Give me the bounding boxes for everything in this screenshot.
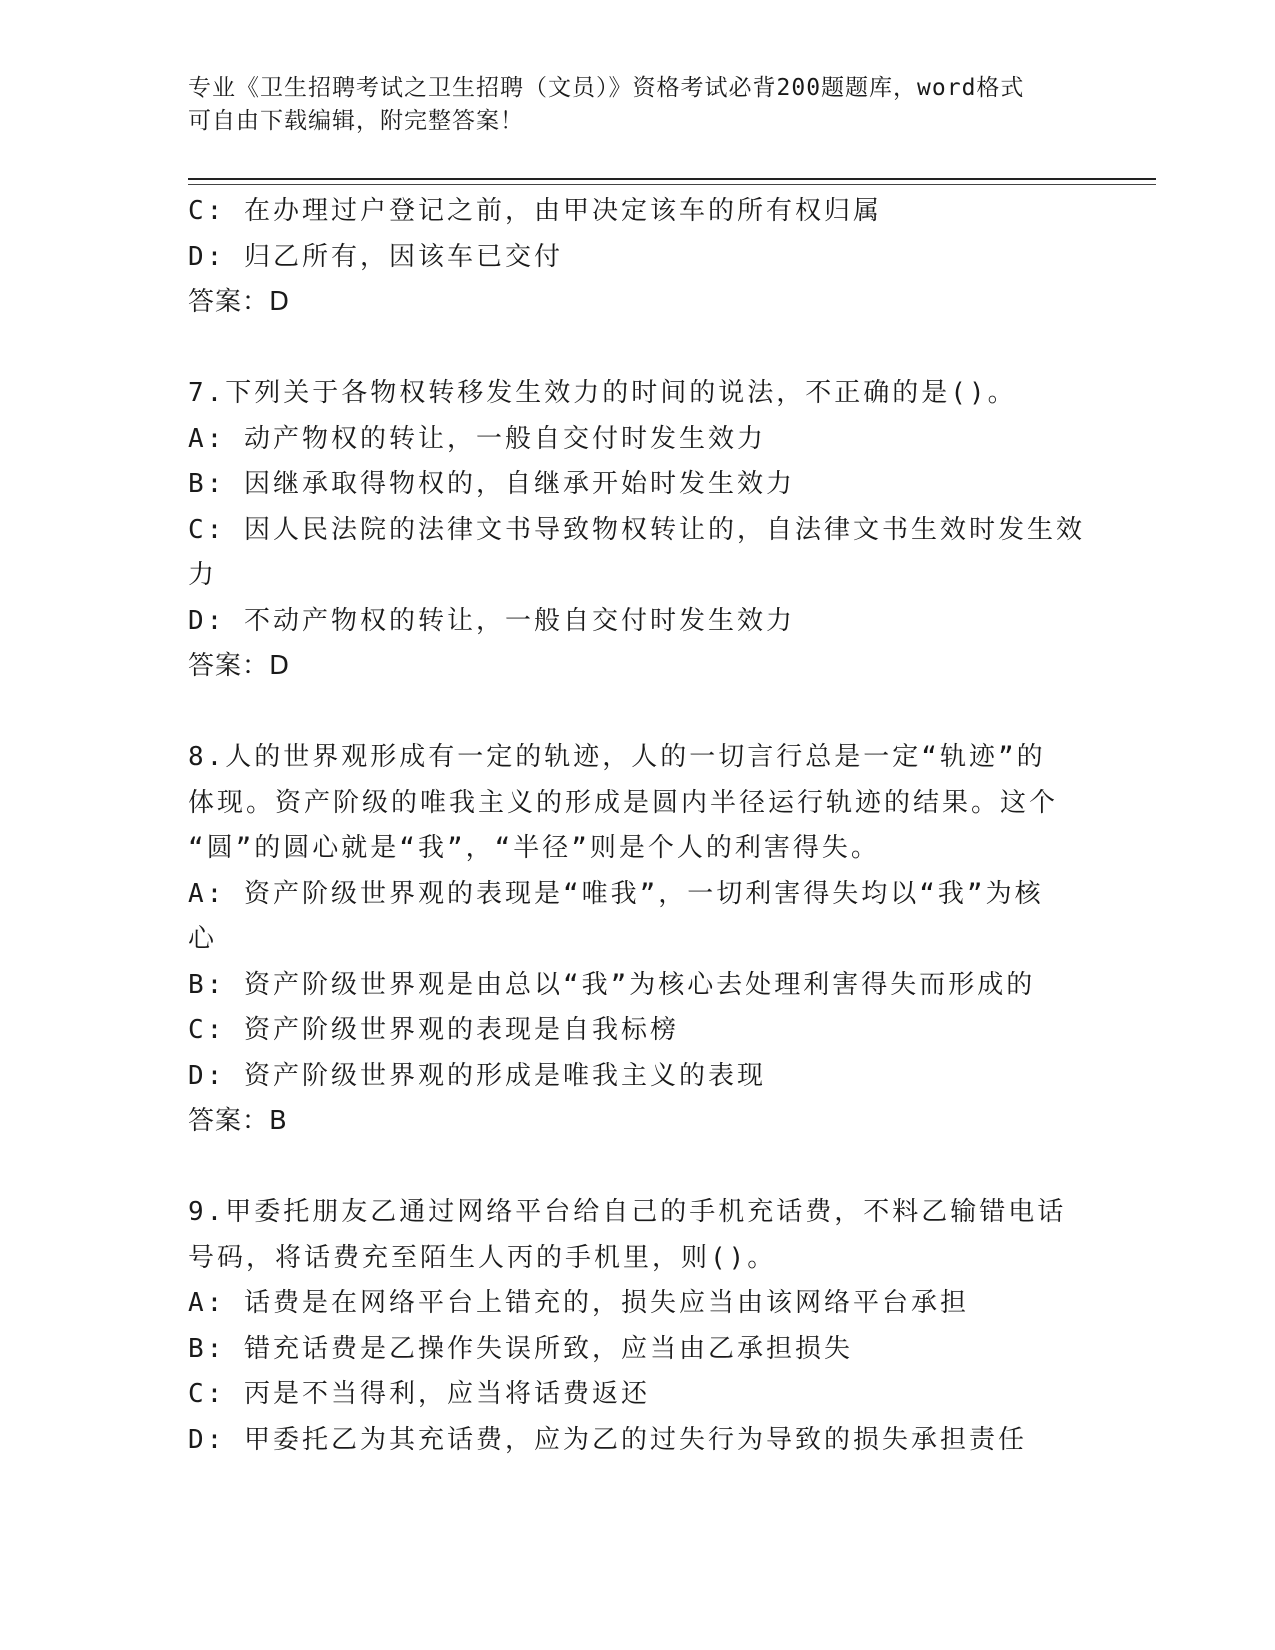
question-stem: 8.人的世界观形成有一定的轨迹，人的一切言行总是一定“轨迹”的 bbox=[188, 742, 1046, 772]
option-a: A: 话费是在网络平台上错充的，损失应当由该网络平台承担 bbox=[188, 1288, 969, 1318]
answer-line: 答案：D bbox=[188, 651, 291, 681]
answer-line: 答案：D bbox=[188, 287, 291, 317]
document-body bbox=[188, 189, 1088, 1463]
option-c: C: 丙是不当得利，应当将话费返还 bbox=[188, 1379, 650, 1409]
option-b: B: 资产阶级世界观是由总以“我”为核心去处理利害得失而形成的 bbox=[188, 969, 1036, 1000]
option-a-wrap: 心 bbox=[188, 924, 218, 954]
option-c-wrap: 力 bbox=[188, 560, 218, 590]
question-6-continued bbox=[188, 189, 1088, 326]
option-c: C: 资产阶级世界观的表现是自我标榜 bbox=[188, 1015, 679, 1045]
option-a: A: 动产物权的转让，一般自交付时发生效力 bbox=[188, 423, 766, 454]
header-divider-thin bbox=[188, 184, 1156, 185]
option-d: D: 资产阶级世界观的形成是唯我主义的表现 bbox=[188, 1060, 766, 1091]
option-d: D: 不动产物权的转让，一般自交付时发生效力 bbox=[188, 605, 795, 636]
spacer bbox=[188, 690, 1088, 736]
option-b: B: 错充话费是乙操作失误所致，应当由乙承担损失 bbox=[188, 1333, 853, 1364]
option-d: D: 甲委托乙为其充话费，应为乙的过失行为导致的损失承担责任 bbox=[188, 1424, 1027, 1455]
spacer bbox=[188, 1145, 1088, 1191]
question-7 bbox=[188, 371, 1088, 690]
question-9 bbox=[188, 1190, 1088, 1463]
question-stem: 9.甲委托朋友乙通过网络平台给自己的手机充话费，不料乙输错电话 bbox=[188, 1197, 1067, 1227]
option-c: C: 在办理过户登记之前，由甲决定该车的所有权归属 bbox=[188, 196, 882, 226]
question-stem-line-3: “圆”的圆心就是“我”，“半径”则是个人的利害得失。 bbox=[188, 833, 880, 863]
option-d: D: 归乙所有，因该车已交付 bbox=[188, 241, 563, 272]
header-title-line-1: 专业《卫生招聘考试之卫生招聘（文员）》资格考试必背200题题库，word格式 bbox=[188, 75, 1025, 101]
option-c: C: 因人民法院的法律文书导致物权转让的，自法律文书生效时发生效 bbox=[188, 514, 1085, 545]
spacer bbox=[188, 326, 1088, 372]
option-a: A: 资产阶级世界观的表现是“唯我”，一切利害得失均以“我”为核 bbox=[188, 878, 1044, 909]
question-stem: 7.下列关于各物权转移发生效力的时间的说法，不正确的是()。 bbox=[188, 378, 1017, 408]
header-divider-thick bbox=[188, 178, 1156, 180]
question-stem-line-2: 号码，将话费充至陌生人丙的手机里，则()。 bbox=[188, 1242, 777, 1273]
header-title-line-2: 可自由下载编辑，附完整答案！ bbox=[188, 108, 524, 134]
answer-line: 答案：B bbox=[188, 1106, 288, 1136]
document-header bbox=[188, 72, 1088, 138]
question-8 bbox=[188, 735, 1088, 1145]
option-b: B: 因继承取得物权的，自继承开始时发生效力 bbox=[188, 469, 795, 499]
question-stem-line-2: 体现。资产阶级的唯我主义的形成是圆内半径运行轨迹的结果。这个 bbox=[188, 787, 1059, 818]
